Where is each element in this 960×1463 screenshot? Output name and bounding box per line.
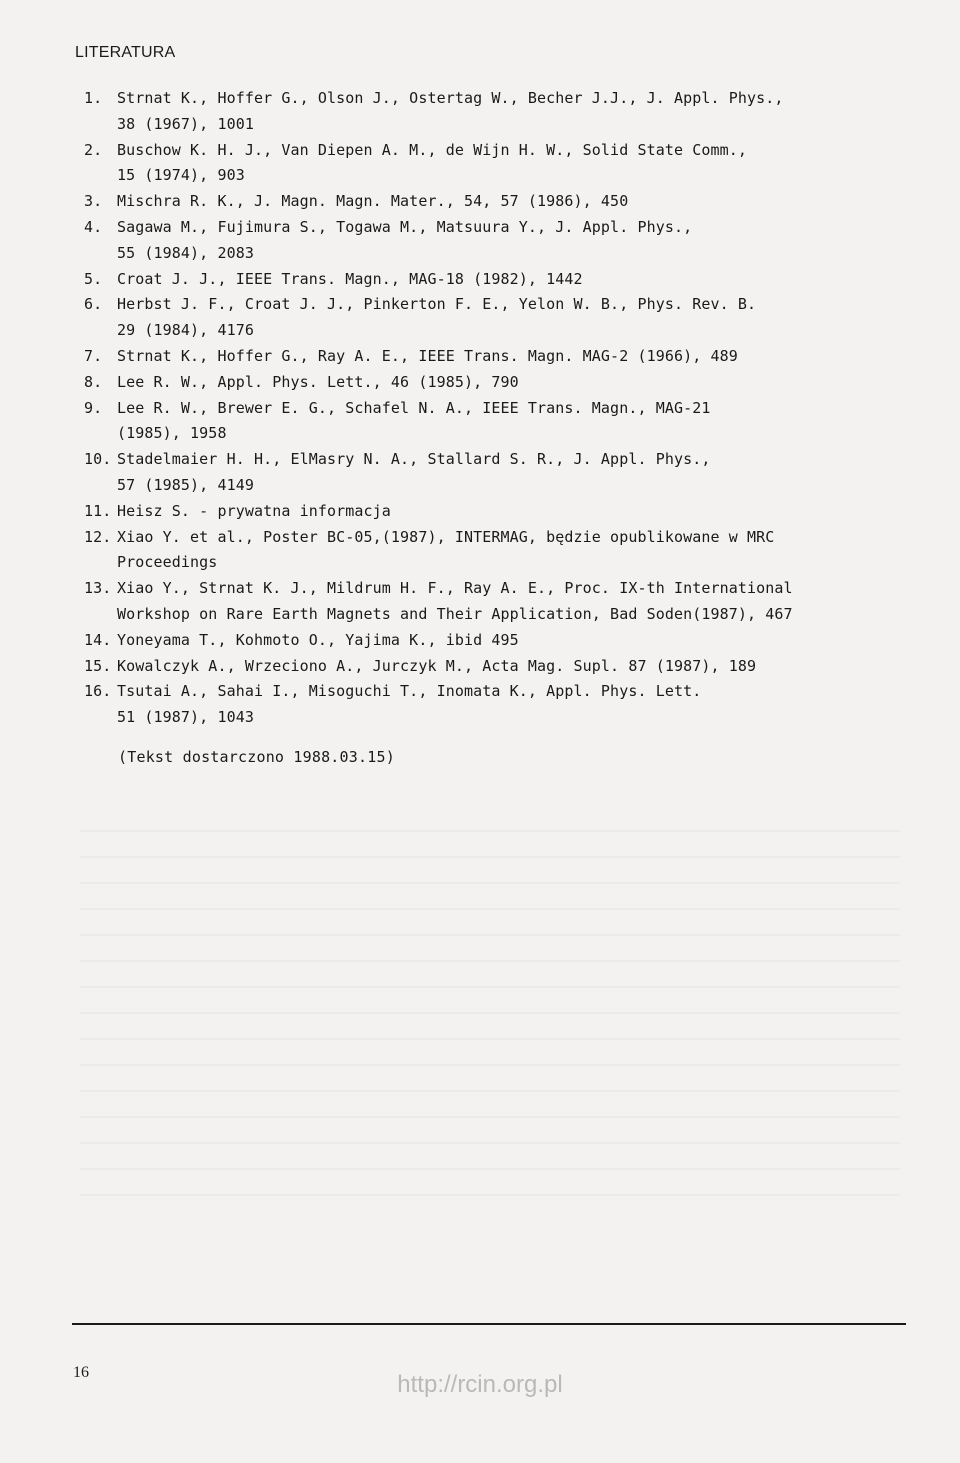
reference-line: Strnat K., Hoffer G., Ray A. E., IEEE Trans. Magn. MAG-2 (1966), 489 <box>117 346 738 365</box>
reference-text <box>117 525 924 577</box>
section-heading: LITERATURA <box>75 44 176 61</box>
reference-item <box>84 189 924 215</box>
reference-number: 15. <box>84 656 112 675</box>
reference-item <box>84 86 924 138</box>
reference-text <box>117 396 924 448</box>
reference-list <box>84 86 924 731</box>
reference-item <box>84 499 924 525</box>
reference-text <box>117 344 924 370</box>
reference-item <box>84 396 924 448</box>
reference-item <box>84 447 924 499</box>
reference-text <box>117 679 924 731</box>
reference-line: Proceedings <box>117 553 218 572</box>
reference-line: Heisz S. - prywatna informacja <box>117 501 391 520</box>
page-number: 16 <box>73 1364 89 1381</box>
reference-number: 14. <box>84 630 112 649</box>
reference-text <box>117 267 924 293</box>
reference-line: 38 (1967), 1001 <box>117 114 254 133</box>
submission-note: (Tekst dostarczono 1988.03.15) <box>118 748 395 766</box>
reference-text <box>117 86 924 138</box>
reference-line: Yoneyama T., Kohmoto O., Yajima K., ibid 495 <box>117 630 519 649</box>
reference-number: 10. <box>84 450 112 469</box>
reference-line: Lee R. W., Brewer E. G., Schafel N. A., IEEE Trans. Magn., MAG-21 <box>117 398 711 417</box>
reference-number: 8. <box>84 372 103 391</box>
reference-number: 2. <box>84 140 103 159</box>
footer-rule <box>72 1323 906 1325</box>
reference-number: 13. <box>84 579 112 598</box>
reference-number: 4. <box>84 217 103 236</box>
reference-text <box>117 138 924 190</box>
reference-number: 3. <box>84 192 103 211</box>
reference-text <box>117 499 924 525</box>
reference-text <box>117 189 924 215</box>
reference-number: 7. <box>84 346 103 365</box>
reference-item <box>84 654 924 680</box>
reference-line: Xiao Y. et al., Poster BC-05,(1987), INTERMAG, będzie opublikowane w MRC <box>117 527 775 546</box>
reference-line: 29 (1984), 4176 <box>117 321 254 340</box>
reference-number: 1. <box>84 89 103 107</box>
reference-line: Buschow K. H. J., Van Diepen A. M., de Wijn H. W., Solid State Comm., <box>117 140 748 159</box>
reference-item <box>84 679 924 731</box>
reference-number: 12. <box>84 527 112 546</box>
reference-number: 16. <box>84 682 112 701</box>
reference-number: 5. <box>84 269 103 288</box>
bleed-through-texture <box>80 830 900 1220</box>
reference-line: (1985), 1958 <box>117 424 227 443</box>
reference-number: 6. <box>84 295 103 314</box>
reference-line: 57 (1985), 4149 <box>117 475 254 494</box>
reference-line: Herbst J. F., Croat J. J., Pinkerton F. E., Yelon W. B., Phys. Rev. B. <box>117 295 757 314</box>
reference-text <box>117 370 924 396</box>
reference-line: Stadelmaier H. H., ElMasry N. A., Stallard S. R., J. Appl. Phys., <box>117 450 711 469</box>
reference-line: Croat J. J., IEEE Trans. Magn., MAG-18 (1982), 1442 <box>117 269 583 288</box>
reference-line: Lee R. W., Appl. Phys. Lett., 46 (1985), 790 <box>117 372 519 391</box>
reference-text <box>117 576 924 628</box>
reference-line: 15 (1974), 903 <box>117 166 245 185</box>
reference-line: Sagawa M., Fujimura S., Togawa M., Matsuura Y., J. Appl. Phys., <box>117 217 693 236</box>
reference-item <box>84 344 924 370</box>
reference-text <box>117 292 924 344</box>
reference-number: 9. <box>84 398 103 417</box>
reference-line: Tsutai A., Sahai I., Misoguchi T., Inomata K., Appl. Phys. Lett. <box>117 682 702 701</box>
watermark-link[interactable]: http://rcin.org.pl <box>397 1371 563 1398</box>
reference-line: Workshop on Rare Earth Magnets and Their Application, Bad Soden(1987), 467 <box>117 604 793 623</box>
reference-item <box>84 267 924 293</box>
reference-line: 55 (1984), 2083 <box>117 243 254 262</box>
reference-number: 11. <box>84 501 112 520</box>
reference-item <box>84 292 924 344</box>
reference-line: Kowalczyk A., Wrzeciono A., Jurczyk M., Acta Mag. Supl. 87 (1987), 189 <box>117 656 757 675</box>
reference-text <box>117 654 924 680</box>
reference-line: Mischra R. K., J. Magn. Magn. Mater., 54, 57 (1986), 450 <box>117 192 629 211</box>
reference-item <box>84 370 924 396</box>
reference-item <box>84 138 924 190</box>
reference-line: 51 (1987), 1043 <box>117 708 254 727</box>
reference-item <box>84 525 924 577</box>
reference-text <box>117 215 924 267</box>
reference-line: Strnat K., Hoffer G., Olson J., Ostertag W., Becher J.J., J. Appl. Phys., <box>117 89 784 107</box>
reference-item <box>84 576 924 628</box>
reference-item <box>84 215 924 267</box>
reference-text <box>117 628 924 654</box>
reference-line: Xiao Y., Strnat K. J., Mildrum H. F., Ray A. E., Proc. IX-th International <box>117 579 793 598</box>
reference-item <box>84 628 924 654</box>
reference-text <box>117 447 924 499</box>
